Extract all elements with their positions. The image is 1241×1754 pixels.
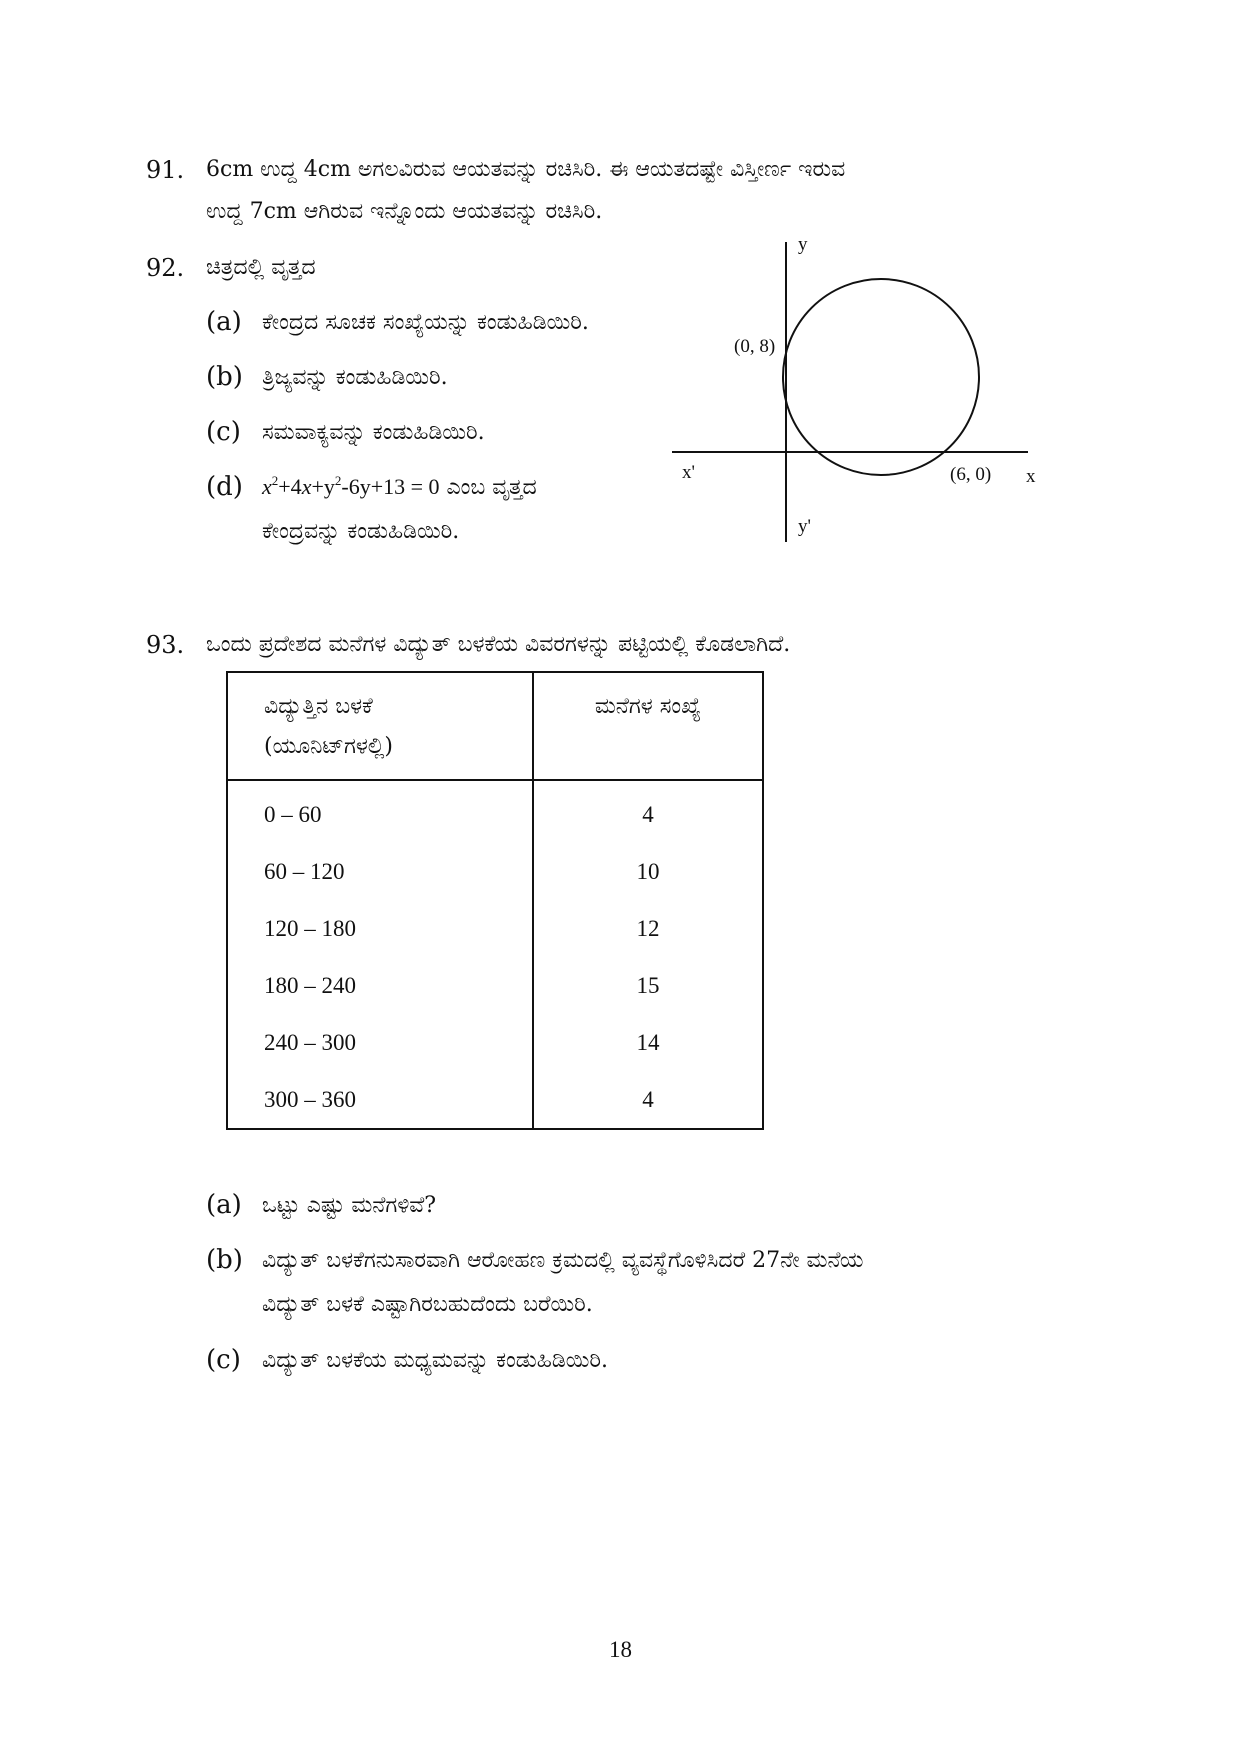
q93-b-text-line2: ವಿದ್ಯುತ್ ಬಳಕೆ ಎಷ್ಟಾಗಿರಬಹುದೆಂದು ಬರೆಯಿರಿ. <box>262 1292 593 1317</box>
q93-a-label: (a) <box>206 1190 242 1220</box>
q91-text-line2: ಉದ್ದ 7cm ಆಗಿರುವ ಇನ್ನೊಂದು ಆಯತವನ್ನು ರಚಿಸಿರಿ. <box>206 199 603 224</box>
table-cell-count: 15 <box>533 957 763 1014</box>
label-x-neg: x' <box>682 462 695 483</box>
q92-a-text: ಕೇಂದ್ರದ ಸೂಚಕ ಸಂಖ್ಯೆಯನ್ನು ಕಂಡುಹಿಡಿಯಿರಿ. <box>262 310 589 335</box>
q92-d-label: (d) <box>206 472 243 502</box>
table-cell-count: 10 <box>533 843 763 900</box>
q93-number: 93. <box>146 631 185 659</box>
q93-c-label: (c) <box>206 1345 241 1375</box>
q92-b-text: ತ್ರಿಜ್ಯವನ್ನು ಕಂಡುಹಿಡಿಯಿರಿ. <box>262 365 448 390</box>
q93-c-text: ವಿದ್ಯುತ್ ಬಳಕೆಯ ಮಧ್ಯಮವನ್ನು ಕಂಡುಹಿಡಿಯಿರಿ. <box>262 1348 608 1373</box>
point-6-0-label: (6, 0) <box>950 464 992 485</box>
q92-d-equation-line <box>262 474 537 500</box>
table-row <box>227 1014 763 1071</box>
table-cell-range: 0 – 60 <box>227 780 533 843</box>
table-header-row <box>227 672 763 780</box>
table-row <box>227 843 763 900</box>
label-x: x <box>1026 466 1036 487</box>
q92-c-text: ಸಮವಾಕ್ಯವನ್ನು ಕಂಡುಹಿಡಿಯಿರಿ. <box>262 420 485 445</box>
q92-title: ಚಿತ್ರದಲ್ಲಿ ವೃತ್ತದ <box>206 255 316 280</box>
q93-intro: ಒಂದು ಪ್ರದೇಶದ ಮನೆಗಳ ವಿದ್ಯುತ್ ಬಳಕೆಯ ವಿವರಗಳನ್ನು ಪಟ್ಟಿಯಲ್ಲಿ ಕೊಡಲಾಗಿದೆ. <box>206 632 791 657</box>
table-row <box>227 780 763 843</box>
q91-text-line1: 6cm ಉದ್ದ 4cm ಅಗಲವಿರುವ ಆಯತವನ್ನು ರಚಿಸಿರಿ. ಈ ಆಯತದಷ್ಟೇ ವಿಸ್ತೀರ್ಣ ಇರುವ <box>206 157 846 182</box>
table-header-houses: ಮನೆಗಳ ಸಂಖ್ಯೆ <box>533 672 763 780</box>
circle-figure <box>660 230 1060 550</box>
circle <box>783 279 979 475</box>
table-header-usage: ವಿದ್ಯುತ್ತಿನ ಬಳಕೆ (ಯೂನಿಟ್‌ಗಳಲ್ಲಿ) <box>227 672 533 780</box>
q93-b-label: (b) <box>206 1245 243 1275</box>
page-number: 18 <box>609 1637 632 1662</box>
q92-b-label: (b) <box>206 362 243 392</box>
table-cell-count: 14 <box>533 1014 763 1071</box>
table-cell-count: 12 <box>533 900 763 957</box>
table-cell-range: 60 – 120 <box>227 843 533 900</box>
q92-c-label: (c) <box>206 417 241 447</box>
q93-a-text: ಒಟ್ಟು ಎಷ್ಟು ಮನೆಗಳಿವೆ? <box>262 1193 437 1218</box>
table-cell-range: 240 – 300 <box>227 1014 533 1071</box>
table-row <box>227 900 763 957</box>
q92-number: 92. <box>146 254 185 282</box>
q92-d-text-line2: ಕೇಂದ್ರವನ್ನು ಕಂಡುಹಿಡಿಯಿರಿ. <box>262 519 460 544</box>
label-y-neg: y' <box>798 516 811 537</box>
table-cell-range: 120 – 180 <box>227 900 533 957</box>
q92-a-label: (a) <box>206 307 242 337</box>
table-cell-range: 180 – 240 <box>227 957 533 1014</box>
table-cell-count: 4 <box>533 780 763 843</box>
q92-d-suffix: ಎಂಬ ವೃತ್ತದ <box>446 475 537 500</box>
q92-d-equation: $x^2+4x+y^2-6y+13 = 0$ <box>262 473 440 499</box>
table-cell-count: 4 <box>533 1071 763 1129</box>
electricity-usage-table <box>226 671 764 1130</box>
label-y: y <box>798 234 808 255</box>
q91-number: 91. <box>146 156 185 184</box>
table-row <box>227 957 763 1014</box>
point-0-8-label: (0, 8) <box>734 336 776 357</box>
table-row <box>227 1071 763 1129</box>
table-cell-range: 300 – 360 <box>227 1071 533 1129</box>
q93-b-text-line1: ವಿದ್ಯುತ್ ಬಳಕೆಗನುಸಾರವಾಗಿ ಆರೋಹಣ ಕ್ರಮದಲ್ಲಿ ವ್ಯವಸ್ಥೆಗೊಳಿಸಿದರೆ 27ನೇ ಮನೆಯ <box>262 1248 864 1273</box>
